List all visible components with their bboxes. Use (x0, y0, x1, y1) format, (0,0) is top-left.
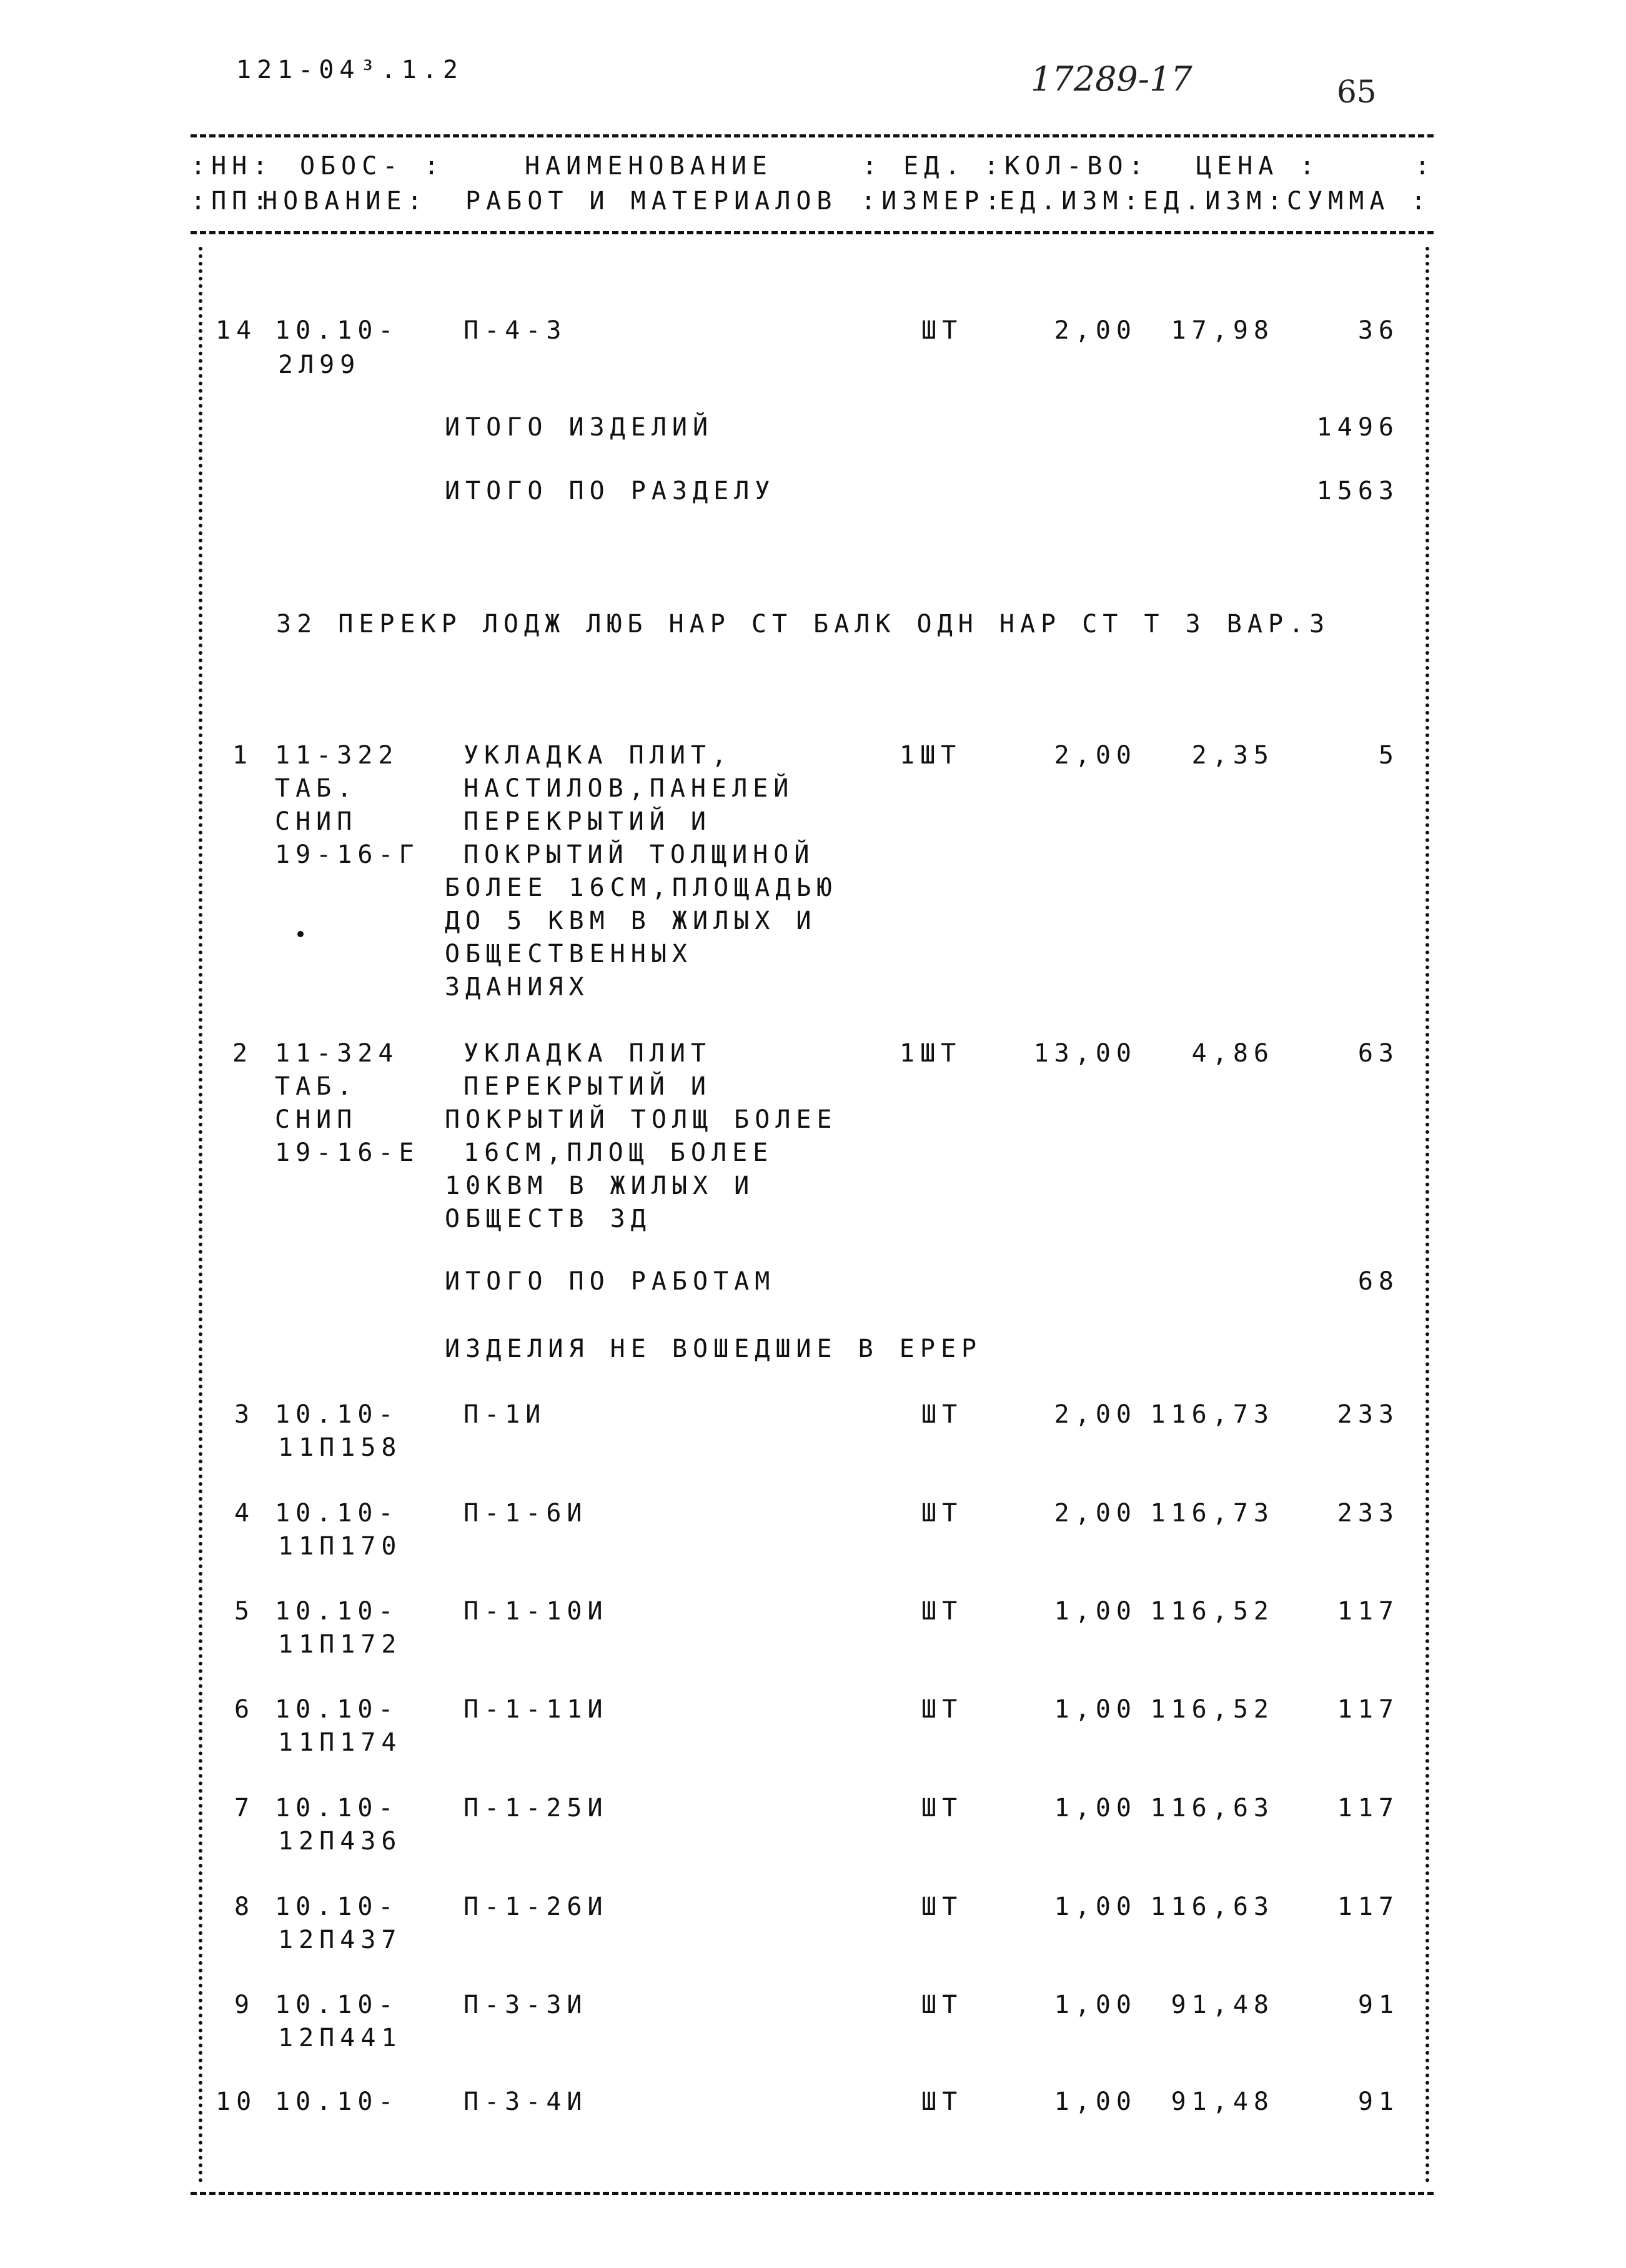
total-section-sum: 1563 (1316, 477, 1399, 505)
row-code-2: 11П170 (278, 1532, 402, 1561)
row-number: 8 (234, 1892, 255, 1921)
row-number: 5 (234, 1597, 255, 1626)
table-bottom-rule (191, 2192, 1434, 2195)
row-name-6: ОБЩЕСТВ ЗД (445, 1205, 652, 1233)
row-unit: ШТ (921, 1695, 963, 1724)
row-name: П-3-4И (464, 2087, 588, 2116)
hdr-novanie: НОВАНИЕ: (262, 187, 428, 216)
row-code: 10.10- (275, 1794, 399, 1823)
row-code-2: 12П437 (278, 1926, 402, 1954)
row-code: 10.10- (275, 1499, 399, 1528)
page-number: 65 (1337, 74, 1377, 110)
row-name-6: ДО 5 КВМ В ЖИЛЫХ И (445, 907, 817, 935)
row-name-2: НАСТИЛОВ,ПАНЕЛЕЙ (464, 774, 795, 803)
row-name: П-1-25И (464, 1794, 608, 1823)
row-code: 10.10- (275, 1400, 399, 1429)
row-name-2: ПЕРЕКРЫТИЙ И (464, 1072, 711, 1101)
row-price: 4,86 (1191, 1039, 1274, 1068)
row-code: 11-322 (275, 741, 399, 770)
row-qty: 1,00 (1054, 1597, 1137, 1626)
row-name: П-1-11И (464, 1695, 608, 1724)
row-unit: ШТ (921, 1794, 963, 1823)
doc-code: 121-04³.1.2 (236, 56, 464, 84)
row-code-3: СНИП (275, 807, 358, 836)
row-unit: 1ШТ (900, 741, 962, 770)
row-qty: 1,00 (1054, 2087, 1137, 2116)
row-number: 7 (234, 1794, 255, 1823)
row-code-4: 19-16-Е (275, 1138, 420, 1167)
hdr-ed: : ЕД. (862, 152, 966, 181)
row-sum: 117 (1337, 1794, 1399, 1823)
row-code: 10.10- (275, 1597, 399, 1626)
row-name-5: 10КВМ В ЖИЛЫХ И (445, 1171, 755, 1200)
row-name-5: БОЛЕЕ 16СМ,ПЛОЩАДЬЮ (445, 873, 838, 902)
row-price: 116,52 (1150, 1695, 1274, 1724)
row-name-3: ПОКРЫТИЙ ТОЛЩ БОЛЕЕ (445, 1105, 838, 1134)
row-sum: 233 (1337, 1499, 1399, 1528)
row-number: 1 (232, 741, 254, 770)
stamp-number: 17289-17 (1031, 59, 1192, 99)
row-sum: 117 (1337, 1892, 1399, 1921)
items-not-included-label: ИЗДЕЛИЯ НЕ ВОШЕДШИЕ В ЕРЕР (445, 1335, 983, 1363)
total-works-sum: 68 (1357, 1267, 1399, 1296)
row-qty: 1,00 (1054, 1892, 1137, 1921)
row-sum: 117 (1337, 1695, 1399, 1724)
row-unit: ШТ (921, 1892, 963, 1921)
row-unit: ШТ (921, 1991, 963, 2019)
total-section-label: ИТОГО ПО РАЗДЕЛУ (445, 477, 776, 505)
header-top-rule (191, 134, 1434, 137)
row-sum: 91 (1357, 1991, 1399, 2019)
row-number: 9 (234, 1991, 255, 2019)
row-name: П-3-3И (464, 1991, 588, 2019)
stray-dot (297, 931, 304, 937)
row-sum: 63 (1357, 1039, 1399, 1068)
row-price: 116,73 (1150, 1400, 1274, 1429)
row-price: 116,73 (1150, 1499, 1274, 1528)
row-code-2: ТАБ. (275, 1072, 358, 1101)
row-unit: ШТ (921, 2087, 963, 2116)
row-sum: 5 (1378, 741, 1399, 770)
row-qty: 1,00 (1054, 1695, 1137, 1724)
hdr-izmer: :ИЗМЕР: (861, 187, 1006, 216)
row-price: 91,48 (1171, 2087, 1274, 2116)
hdr-rabot: РАБОТ И МАТЕРИАЛОВ (465, 187, 838, 216)
row-qty: 2,00 (1054, 1400, 1137, 1429)
hdr-colon: : (1415, 152, 1436, 181)
hdr-summa: СУММА : (1287, 187, 1432, 216)
row-qty: 1,00 (1054, 1794, 1137, 1823)
row-unit: 1ШТ (900, 1039, 962, 1068)
row-code-4: 19-16-Г (275, 840, 420, 869)
hdr-pp: :ПП: (191, 187, 274, 216)
row-number: 10 (216, 2087, 257, 2116)
row-name-4: ПОКРЫТИЙ ТОЛЩИНОЙ (464, 840, 815, 869)
row-name: П-1-26И (464, 1892, 608, 1921)
row-name: П-4-3 (464, 316, 567, 345)
row-price: 17,98 (1171, 316, 1274, 345)
total-items-sum: 1496 (1316, 413, 1399, 442)
row-code: 11-324 (275, 1039, 399, 1068)
total-items-label: ИТОГО ИЗДЕЛИЙ (445, 413, 714, 442)
row-code: 10.10- (275, 1892, 399, 1921)
row-unit: ШТ (921, 1597, 963, 1626)
total-works-label: ИТОГО ПО РАБОТАМ (445, 1267, 776, 1296)
row-number: 2 (232, 1039, 254, 1068)
row-name-3: ПЕРЕКРЫТИЙ И (464, 807, 711, 836)
row-code-2: 12П441 (278, 2024, 402, 2052)
row-name: П-1И (464, 1400, 547, 1429)
section-title: 32 ПЕРЕКР ЛОДЖ ЛЮБ НАР СТ БАЛК ОДН НАР СТ Т 3 ВАР.3 (276, 610, 1331, 639)
row-price: 116,63 (1150, 1892, 1274, 1921)
row-name: П-1-10И (464, 1597, 608, 1626)
row-sum: 233 (1337, 1400, 1399, 1429)
row-code-3: СНИП (275, 1105, 358, 1134)
row-price: 2,35 (1191, 741, 1274, 770)
header-bottom-rule (191, 231, 1434, 234)
row-number: 4 (234, 1499, 255, 1528)
row-price: 116,63 (1150, 1794, 1274, 1823)
row-name-8: ЗДАНИЯХ (445, 973, 590, 1002)
row-code-2: 11П174 (278, 1728, 402, 1757)
row-qty: 2,00 (1054, 741, 1137, 770)
row-code: 10.10- (275, 2087, 399, 2116)
row-number: 6 (234, 1695, 255, 1724)
row-price: 116,52 (1150, 1597, 1274, 1626)
row-code-2: 11П158 (278, 1433, 402, 1462)
hdr-nn: :НН: (191, 152, 274, 181)
row-code-2: ТАБ. (275, 774, 358, 803)
row-name: П-1-6И (464, 1499, 588, 1528)
row-number: 3 (234, 1400, 255, 1429)
row-code: 10.10- (275, 1991, 399, 2019)
row-code: 10.10- (275, 316, 399, 345)
row-unit: ШТ (921, 316, 963, 345)
row-qty: 13,00 (1033, 1039, 1137, 1068)
hdr-kolvo: :КОЛ-ВО: (984, 152, 1149, 181)
row-unit: ШТ (921, 1499, 963, 1528)
row-name-4: 16СМ,ПЛОЩ БОЛЕЕ (464, 1138, 774, 1167)
row-name-7: ОБЩЕСТВЕННЫХ (445, 940, 693, 968)
row-qty: 2,00 (1054, 316, 1137, 345)
row-sum: 91 (1357, 2087, 1399, 2116)
hdr-obos: ОБОС- : (300, 152, 445, 181)
row-price: 91,48 (1171, 1991, 1274, 2019)
right-border (1425, 247, 1429, 2184)
row-code-2: 2Л99 (278, 351, 361, 379)
hdr-naimenovanie: НАИМЕНОВАНИЕ (525, 152, 773, 181)
left-border (199, 247, 202, 2184)
row-name: УКЛАДКА ПЛИТ (464, 1039, 711, 1068)
row-sum: 36 (1357, 316, 1399, 345)
row-sum: 117 (1337, 1597, 1399, 1626)
row-qty: 2,00 (1054, 1499, 1137, 1528)
hdr-ed-izm-2: ЕД.ИЗМ: (1143, 187, 1288, 216)
row-code: 10.10- (275, 1695, 399, 1724)
row-qty: 1,00 (1054, 1991, 1137, 2019)
row-number: 14 (216, 316, 257, 345)
row-unit: ШТ (921, 1400, 963, 1429)
hdr-ed-izm-1: ЕД.ИЗМ: (999, 187, 1144, 216)
row-code-2: 12П436 (278, 1827, 402, 1856)
row-code-2: 11П172 (278, 1630, 402, 1659)
hdr-cena: ЦЕНА : (1196, 152, 1321, 181)
row-name: УКЛАДКА ПЛИТ, (464, 741, 733, 770)
